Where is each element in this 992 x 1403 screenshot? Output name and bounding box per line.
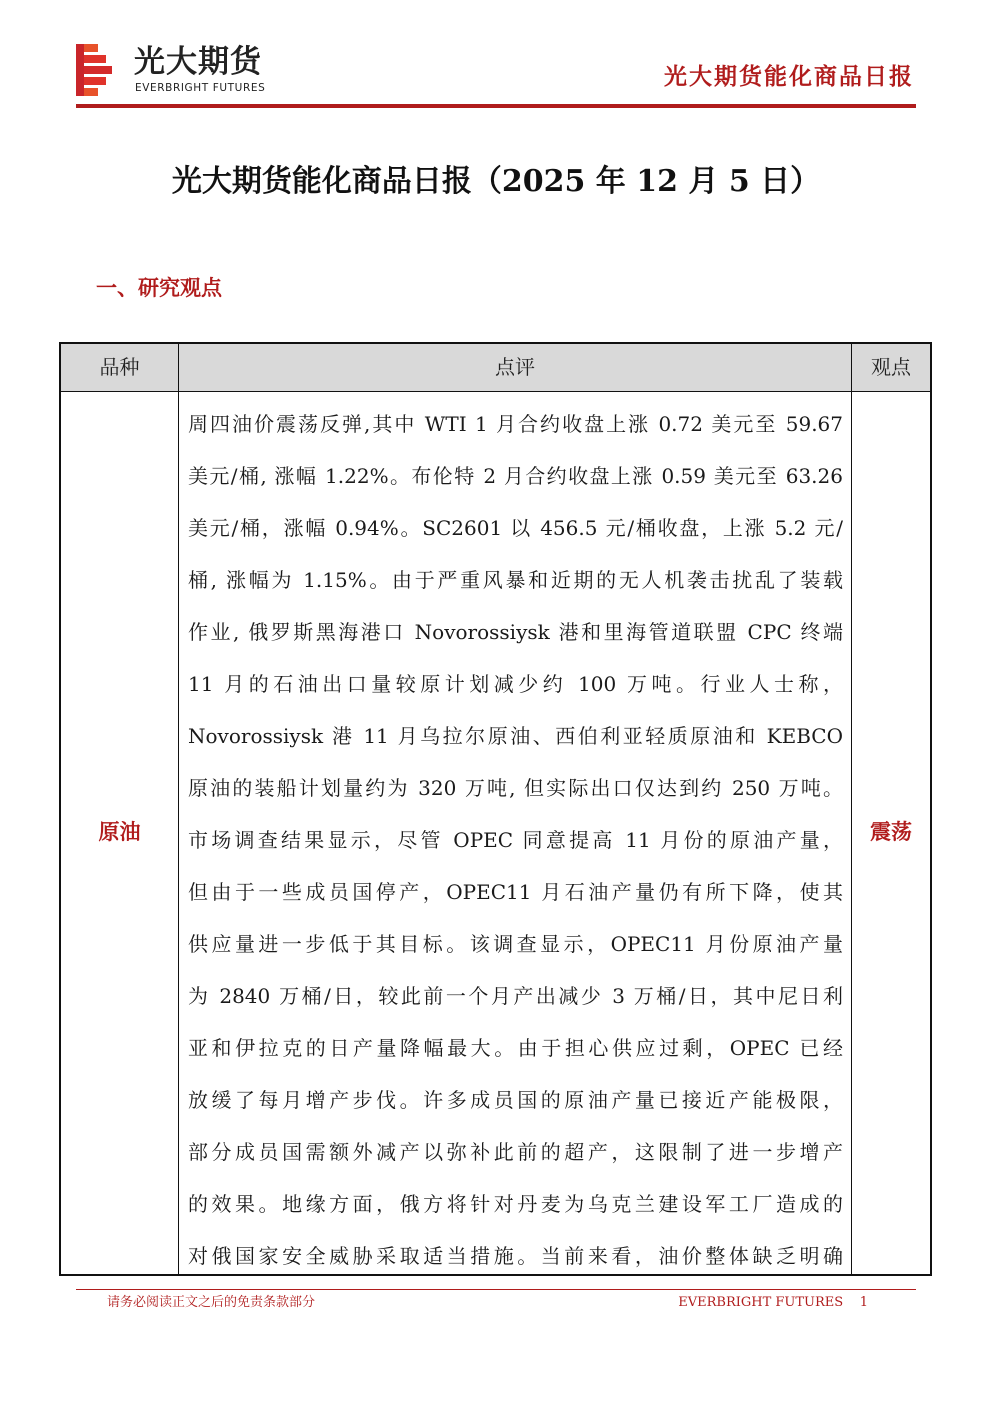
comment-line: 周四油价震荡反弹,其中 WTI 1 月合约收盘上涨 0.72 美元至 59.67 <box>188 412 843 436</box>
column-divider <box>851 344 852 1274</box>
comment-line: 的效果。地缘方面，俄方将针对丹麦为乌克兰建设军工厂造成的 <box>188 1192 843 1216</box>
comment-line: 作业, 俄罗斯黑海港口 Novorossiysk 港和里海管道联盟 CPC 终端 <box>188 620 843 644</box>
comment-line: 对俄国家安全威胁采取适当措施。当前来看，油价整体缺乏明确 <box>188 1244 843 1268</box>
comment-line: 原油的装船计划量约为 320 万吨, 但实际出口仅达到约 250 万吨。 <box>188 776 843 800</box>
comment-line: 供应量进一步低于其目标。该调查显示，OPEC11 月份原油产量 <box>188 932 843 956</box>
comment-line: 放缓了每月增产步伐。许多成员国的原油产量已接近产能极限， <box>188 1088 843 1112</box>
everbright-logo-icon <box>76 44 116 100</box>
comment-line: Novorossiysk 港 11 月乌拉尔原油、西伯利亚轻质原油和 KEBCO <box>188 724 843 748</box>
comment-line: 美元/桶，涨幅 0.94%。SC2601 以 456.5 元/桶收盘，上涨 5.2 元/ <box>188 516 843 540</box>
table-header <box>61 344 930 392</box>
footer-divider <box>76 1289 916 1290</box>
footer-brand-page <box>678 1294 868 1312</box>
header-variety: 品种 <box>99 355 140 379</box>
header-comment: 点评 <box>495 355 535 379</box>
view-cell: 震荡 <box>870 820 912 844</box>
comment-line: 为 2840 万桶/日，较此前一个月产出减少 3 万桶/日，其中尼日利 <box>188 984 843 1008</box>
logo-text-en: EVERBRIGHT FUTURES <box>135 82 266 94</box>
comment-line: 美元/桶, 涨幅 1.22%。布伦特 2 月合约收盘上涨 0.59 美元至 63.26 <box>188 464 843 488</box>
column-divider <box>178 344 179 1274</box>
footer-brand: EVERBRIGHT FUTURES <box>678 1295 844 1310</box>
document-title: 光大期货能化商品日报（2025 年 12 月 5 日） <box>171 164 821 199</box>
header-divider <box>76 104 916 108</box>
comment-line: 11 月的石油出口量较原计划减少约 100 万吨。行业人士称， <box>188 672 843 696</box>
comment-line: 但由于一些成员国停产，OPEC11 月石油产量仍有所下降，使其 <box>188 880 843 904</box>
research-table <box>59 342 932 1276</box>
report-name: 光大期货能化商品日报 <box>664 64 914 90</box>
section-heading: 一、研究观点 <box>96 276 222 300</box>
comment-line: 市场调查结果显示，尽管 OPEC 同意提高 11 月份的原油产量， <box>188 828 843 852</box>
comment-line: 亚和伊拉克的日产量降幅最大。由于担心供应过剩，OPEC 已经 <box>188 1036 843 1060</box>
page-header <box>0 0 992 120</box>
comment-line: 部分成员国需额外减产以弥补此前的超产，这限制了进一步增产 <box>188 1140 843 1164</box>
logo-text-cn: 光大期货 <box>134 44 262 80</box>
footer-disclaimer: 请务必阅读正文之后的免责条款部分 <box>107 1295 316 1310</box>
comment-line: 桶, 涨幅为 1.15%。由于严重风暴和近期的无人机袭击扰乱了装载 <box>188 568 843 592</box>
header-view: 观点 <box>871 355 911 379</box>
page-number: 1 <box>859 1295 868 1310</box>
comment-cell <box>188 398 843 1282</box>
variety-cell: 原油 <box>98 820 141 844</box>
